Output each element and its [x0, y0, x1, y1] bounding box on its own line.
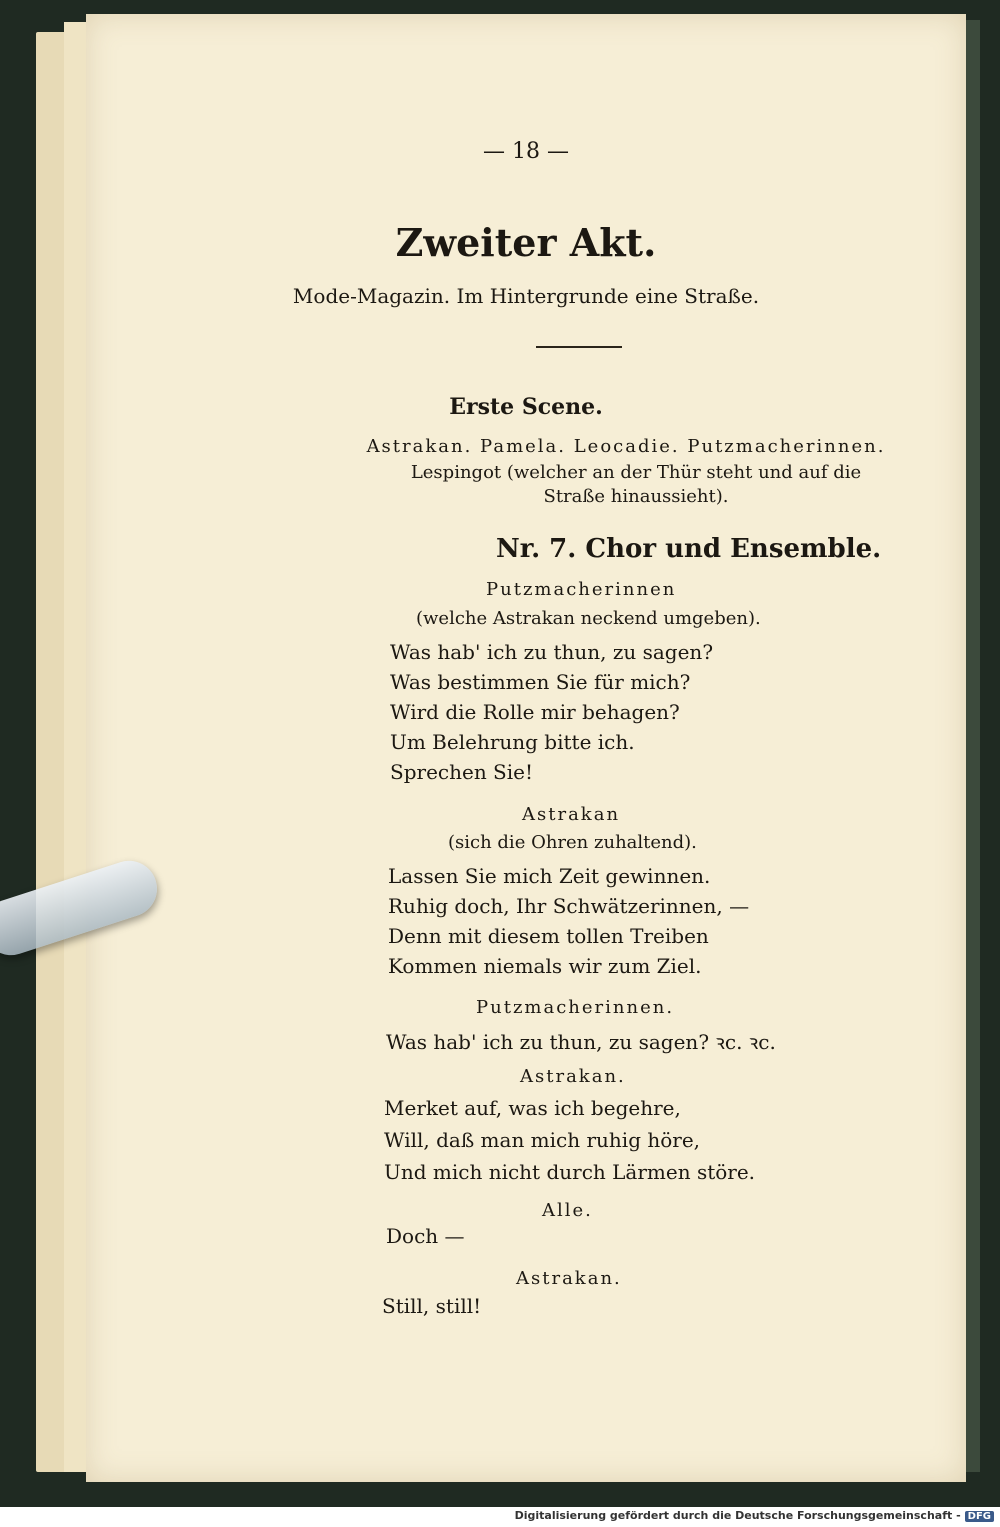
act-title: Zweiter Akt.: [395, 220, 657, 265]
page-number: — 18 —: [483, 139, 569, 164]
speaker-name: Astrakan: [522, 804, 621, 825]
dfg-logo-icon: DFG: [965, 1511, 994, 1522]
book-page: [86, 14, 966, 1482]
character-list: Astrakan. Pamela. Leocadie. Putzmacherinnen.: [366, 436, 886, 457]
speaker-name: Putzmacherinnen.: [476, 997, 675, 1018]
speaker-name: Alle.: [542, 1200, 593, 1221]
verse-line: Ruhig doch, Ihr Schwätzerinnen, —: [388, 894, 750, 918]
scene-title: Erste Scene.: [449, 394, 603, 420]
character-list-line-2: Lespingot (welcher an der Thür steht und auf die: [410, 462, 862, 483]
footer-credit: [0, 1507, 1000, 1527]
verse-line: Was hab' ich zu thun, zu sagen?: [390, 640, 714, 664]
verse-line: Und mich nicht durch Lärmen störe.: [384, 1160, 756, 1184]
verse-line: Wird die Rolle mir behagen?: [390, 700, 680, 724]
verse-line: Kommen niemals wir zum Ziel.: [388, 954, 702, 978]
verse-line: Denn mit diesem tollen Treiben: [388, 924, 709, 948]
verse-line: Was bestimmen Sie für mich?: [390, 670, 691, 694]
character-list-line-3: Straße hinaussieht).: [543, 486, 729, 507]
verse-line: Doch —: [386, 1224, 465, 1248]
verse-line: Lassen Sie mich Zeit gewinnen.: [388, 864, 711, 888]
speaker-name: Putzmacherinnen: [486, 579, 677, 600]
speaker-name: Astrakan.: [520, 1066, 626, 1087]
book-spine-edge: [966, 20, 980, 1472]
musical-number-title: Nr. 7. Chor und Ensemble.: [496, 534, 882, 564]
verse-line: Merket auf, was ich begehre,: [384, 1096, 681, 1120]
stage-direction: (welche Astrakan neckend umgeben).: [416, 608, 761, 629]
speaker-name: Astrakan.: [516, 1268, 622, 1289]
setting-description: Mode-Magazin. Im Hintergrunde eine Straße.: [292, 284, 760, 308]
verse-line: Um Belehrung bitte ich.: [390, 730, 635, 754]
verse-line: Will, daß man mich ruhig höre,: [384, 1128, 701, 1152]
verse-line: Was hab' ich zu thun, zu sagen? ꝛc. ꝛc.: [386, 1030, 776, 1054]
section-divider: [536, 346, 622, 348]
verse-line: Still, still!: [382, 1294, 482, 1318]
verse-line: Sprechen Sie!: [390, 760, 534, 784]
stage-direction: (sich die Ohren zuhaltend).: [448, 832, 697, 853]
footer-text: Digitalisierung gefördert durch die Deutsche Forschungsgemeinschaft -: [514, 1509, 961, 1522]
